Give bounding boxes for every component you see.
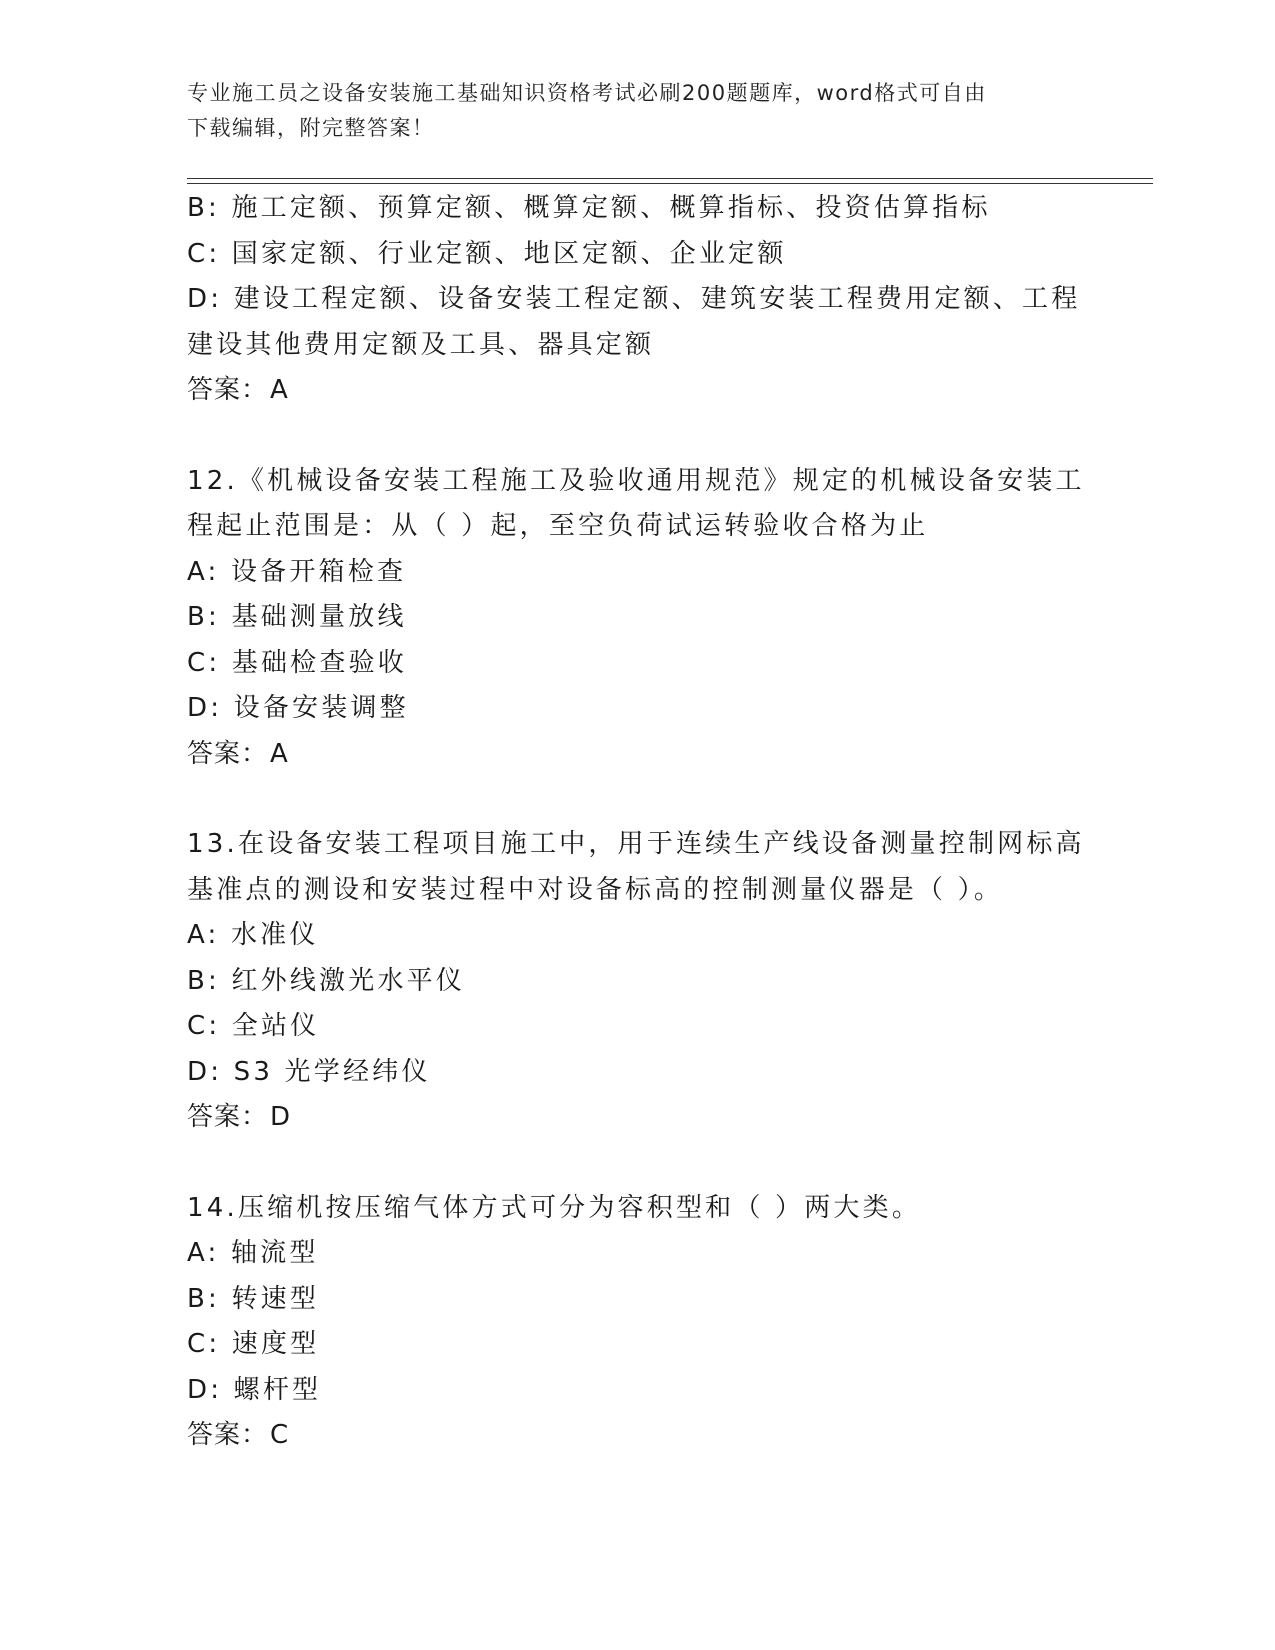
- question-13: [187, 822, 1085, 1141]
- option-d: D: 螺杆型: [187, 1374, 322, 1405]
- option-c: C: 速度型: [187, 1329, 320, 1359]
- answer-label: 答案：: [187, 375, 269, 405]
- document-body: [187, 186, 1085, 1459]
- option-c: C: 基础检查验收: [187, 647, 407, 678]
- answer-label: 答案：: [187, 738, 269, 769]
- option-d: D: 建设工程定额、设备安装工程定额、建筑安装工程费用定额、工程: [187, 284, 1081, 314]
- header-divider-top: [187, 178, 1153, 179]
- answer-line: [187, 368, 1077, 414]
- option-c: C: 国家定额、行业定额、地区定额、企业定额: [187, 238, 787, 269]
- answer-label: 答案：: [187, 1420, 269, 1450]
- question-14: [187, 1186, 1077, 1459]
- header-title-line-2: 下载编辑，附完整答案！: [187, 116, 435, 140]
- option-c: C: 全站仪: [187, 1011, 320, 1041]
- question-11-continued: [187, 186, 1081, 414]
- question-stem-line-1: 14.压缩机按压缩气体方式可分为容积型和（ ）两大类。: [187, 1192, 922, 1223]
- question-stem-line-2: 程起止范围是：从（ ）起，至空负荷试运转验收合格为止: [187, 511, 929, 541]
- option-d: D: S3 光学经纬仪: [187, 1056, 431, 1087]
- answer-value: A: [270, 738, 288, 769]
- option-a: A: 水准仪: [187, 920, 319, 950]
- option-d: D: 设备安装调整: [187, 693, 409, 723]
- answer-line: [187, 1095, 1077, 1141]
- answer-value: D: [270, 1102, 291, 1132]
- answer-value: A: [270, 375, 288, 405]
- answer-label: 答案：: [187, 1102, 269, 1132]
- header-divider-bottom: [187, 183, 1153, 184]
- question-stem-line-1: 12.《机械设备安装工程施工及验收通用规范》规定的机械设备安装工: [187, 465, 1085, 496]
- question-stem-line-1: 13.在设备安装工程项目施工中，用于连续生产线设备测量控制网标高: [187, 829, 1085, 859]
- page-header: [187, 76, 1067, 146]
- option-b: B: 转速型: [187, 1283, 320, 1314]
- header-title-line-1: 专业施工员之设备安装施工基础知识资格考试必刷200题题库，word格式可自由: [187, 81, 987, 105]
- option-d-continued: 建设其他费用定额及工具、器具定额: [187, 329, 655, 360]
- option-b: B: 基础测量放线: [187, 602, 407, 632]
- question-stem-line-2: 基准点的测设和安装过程中对设备标高的控制测量仪器是（ ）。: [187, 874, 1004, 905]
- answer-line: [187, 732, 1077, 778]
- answer-line: [187, 1413, 1077, 1459]
- option-a: A: 轴流型: [187, 1238, 319, 1268]
- answer-value: C: [270, 1420, 289, 1450]
- question-12: [187, 459, 1085, 778]
- option-b: B: 红外线激光水平仪: [187, 965, 466, 996]
- option-a: A: 设备开箱检查: [187, 556, 407, 587]
- option-b: B: 施工定额、预算定额、概算定额、概算指标、投资估算指标: [187, 193, 991, 223]
